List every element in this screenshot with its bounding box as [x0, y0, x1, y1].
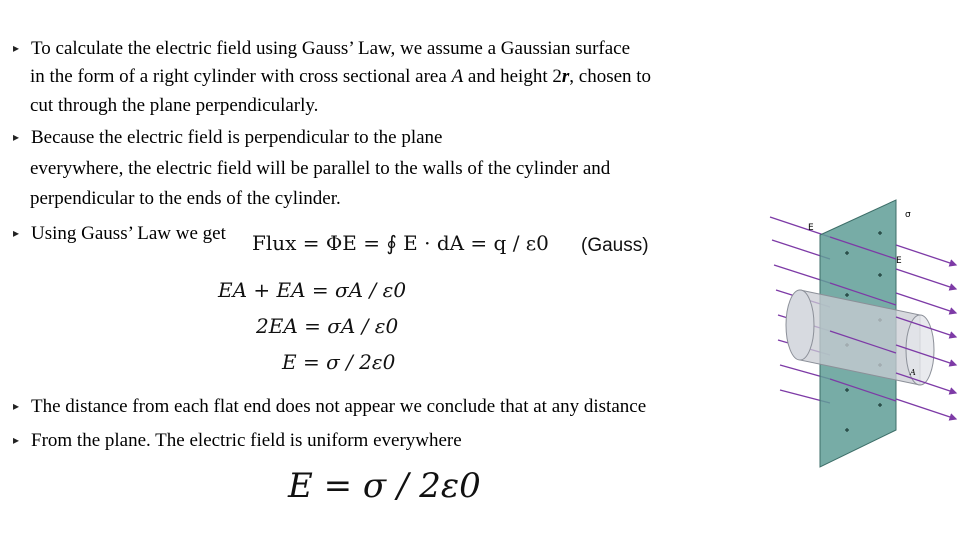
bullet-paragraph-4 [13, 391, 646, 422]
equation-step-2: 2EA = σA / ε0 [256, 314, 399, 338]
paragraph-5-line-1: From the plane. The electric field is uniform everywhere [31, 430, 462, 451]
label-area: A [910, 368, 916, 377]
charged-plane-figure [760, 195, 960, 470]
bullet-paragraph-2 [13, 122, 442, 153]
bullet-icon: ▸ [13, 130, 20, 144]
equation-flux: Flux = ΦE = ∮ E · dA = q / ε0 [252, 231, 549, 255]
paragraph-3-line-1: Using Gauss’ Law we get [31, 223, 226, 244]
label-e-right: E [896, 256, 902, 266]
bullet-paragraph-5 [13, 425, 462, 456]
label-e-left: E [808, 223, 814, 233]
bullet-paragraph-1 [13, 33, 630, 64]
paragraph-1-line-1: To calculate the electric field using Gauss’ Law, we assume a Gaussian surface [31, 38, 631, 59]
bullet-icon: ▸ [13, 41, 20, 55]
bullet-icon: ▸ [13, 226, 20, 240]
equation-gauss-label: (Gauss) [581, 235, 649, 256]
bullet-icon: ▸ [13, 399, 20, 413]
paragraph-2-line-2: everywhere, the electric field will be parallel to the walls of the cylinder and [30, 158, 611, 179]
paragraph-4-line-1: The distance from each flat end does not appear we conclude that at any distance [31, 396, 647, 417]
bullet-icon: ▸ [13, 433, 20, 447]
paragraph-1-line-3: cut through the plane perpendicularly. [30, 95, 319, 116]
paragraph-2-line-3: perpendicular to the ends of the cylinder. [30, 188, 341, 209]
equation-step-1: EA + EA = σA / ε0 [218, 278, 407, 302]
equation-step-3: E = σ / 2ε0 [282, 350, 396, 374]
equation-final: E = σ / 2ε0 [288, 466, 481, 506]
bullet-paragraph-3 [13, 218, 226, 249]
paragraph-2-line-1: Because the electric field is perpendicular to the plane [31, 127, 443, 148]
label-sigma: σ [905, 210, 911, 220]
paragraph-1-line-2: in the form of a right cylinder with cross sectional area A and height 2r, chosen to [30, 66, 652, 87]
